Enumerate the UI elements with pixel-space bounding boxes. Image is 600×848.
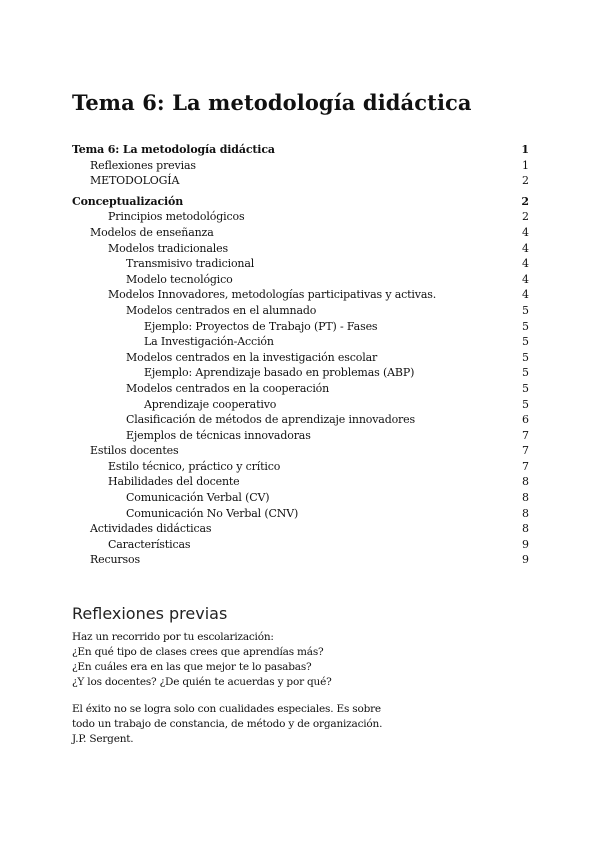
toc-entry[interactable] <box>72 241 529 257</box>
toc-page-number: 9 <box>522 537 529 551</box>
toc-entry-label: Ejemplo: Aprendizaje basado en problemas (ABP) <box>144 366 415 380</box>
toc-page-number: 8 <box>522 475 529 489</box>
toc-page-number: 7 <box>522 428 529 442</box>
toc-page-number: 5 <box>522 381 529 395</box>
toc-entry[interactable] <box>72 225 529 241</box>
toc-page-number: 8 <box>522 506 529 520</box>
toc-entry-label: Modelos de enseñanza <box>90 225 214 239</box>
toc-entry[interactable] <box>72 256 529 272</box>
toc-entry-label: Aprendizaje cooperativo <box>144 397 277 411</box>
toc-entry-label: Principios metodológicos <box>108 210 245 224</box>
toc-entry[interactable] <box>72 443 529 459</box>
toc-page-number: 1 <box>522 158 529 172</box>
toc-page-number: 2 <box>522 174 529 188</box>
toc-entry-label: Conceptualización <box>72 194 184 208</box>
toc-page-number: 5 <box>522 319 529 333</box>
toc-entry[interactable] <box>72 474 529 490</box>
toc-page-number: 5 <box>522 397 529 411</box>
toc-entry-label: Reflexiones previas <box>90 158 196 172</box>
toc-page-number: 4 <box>522 288 529 302</box>
toc-entry-label: Ejemplo: Proyectos de Trabajo (PT) - Fases <box>144 319 378 333</box>
toc-entry-label: Habilidades del docente <box>108 475 240 489</box>
toc-entry-label: La Investigación-Acción <box>144 335 274 349</box>
toc-entry[interactable] <box>72 319 529 335</box>
toc-page-number: 1 <box>521 143 529 156</box>
toc-entry-label: Modelos centrados en el alumnado <box>126 303 317 317</box>
toc-page-number: 2 <box>522 210 529 224</box>
toc-entry[interactable] <box>72 303 529 319</box>
toc-page-number: 6 <box>522 413 529 427</box>
quote-line: todo un trabajo de constancia, de método y de organización. <box>72 718 383 730</box>
toc-entry[interactable] <box>72 412 529 428</box>
toc-page-number: 8 <box>522 522 529 536</box>
toc-page-number: 4 <box>522 272 529 286</box>
question-line: ¿En qué tipo de clases crees que aprendías más? <box>72 646 324 658</box>
toc-entry[interactable] <box>72 397 529 413</box>
toc-page-number: 5 <box>522 350 529 364</box>
toc-entry-label: Comunicación Verbal (CV) <box>126 491 270 505</box>
toc-entry[interactable] <box>72 490 529 506</box>
toc-entry-label: Tema 6: La metodología didáctica <box>72 143 275 156</box>
toc-entry-label: Características <box>108 537 191 551</box>
toc-entry-label: Modelos centrados en la investigación escolar <box>126 350 378 364</box>
quote-line: El éxito no se logra solo con cualidades especiales. Es sobre <box>72 703 381 715</box>
toc-entry[interactable] <box>72 158 529 174</box>
toc-entry-label: Recursos <box>90 553 141 567</box>
toc-page-number: 7 <box>522 459 529 473</box>
toc-entry[interactable] <box>72 287 529 303</box>
toc-page-number: 9 <box>522 553 529 567</box>
toc-entry[interactable] <box>72 272 529 288</box>
toc-page-number: 5 <box>522 303 529 317</box>
toc-entry-label: Modelo tecnológico <box>126 272 233 286</box>
toc-entry[interactable] <box>72 334 529 350</box>
toc-entry[interactable] <box>72 173 529 189</box>
question-line: ¿Y los docentes? ¿De quién te acuerdas y por qué? <box>72 676 332 688</box>
toc-entry-label: Modelos centrados en la cooperación <box>126 381 330 395</box>
reflection-questions <box>72 630 332 690</box>
toc-entry[interactable] <box>72 365 529 381</box>
toc-entry[interactable] <box>72 506 529 522</box>
toc-entry[interactable] <box>72 194 529 210</box>
toc-entry-label: Clasificación de métodos de aprendizaje innovadores <box>126 413 416 427</box>
toc-entry[interactable] <box>72 142 529 158</box>
toc-entry[interactable] <box>72 459 529 475</box>
toc-entry[interactable] <box>72 428 529 444</box>
quote <box>72 702 382 747</box>
toc-page-number: 4 <box>522 225 529 239</box>
toc-page-number: 5 <box>522 335 529 349</box>
toc-entry-label: Transmisivo tradicional <box>126 257 255 271</box>
toc-entry-label: Modelos tradicionales <box>108 241 228 255</box>
toc-entry-label: Estilo técnico, práctico y crítico <box>108 459 281 473</box>
section-heading: Reflexiones previas <box>72 604 228 623</box>
toc-page-number: 7 <box>522 444 529 458</box>
question-line: ¿En cuáles era en las que mejor te lo pasabas? <box>72 661 312 673</box>
toc-page-number: 4 <box>522 241 529 255</box>
toc-entry[interactable] <box>72 209 529 225</box>
toc-entry[interactable] <box>72 552 529 568</box>
toc-page-number: 8 <box>522 491 529 505</box>
table-of-contents <box>72 142 529 568</box>
toc-page-number: 4 <box>522 257 529 271</box>
toc-entry[interactable] <box>72 537 529 553</box>
toc-entry-label: METODOLOGÍA <box>90 174 180 188</box>
toc-entry[interactable] <box>72 350 529 366</box>
page-title: Tema 6: La metodología didáctica <box>72 90 472 115</box>
quote-author: J.P. Sergent. <box>72 733 134 745</box>
toc-entry-label: Ejemplos de técnicas innovadoras <box>126 428 311 442</box>
toc-page-number: 5 <box>522 366 529 380</box>
toc-entry[interactable] <box>72 521 529 537</box>
toc-page-number: 2 <box>521 194 529 208</box>
question-line: Haz un recorrido por tu escolarización: <box>72 631 274 643</box>
toc-entry-label: Actividades didácticas <box>90 522 212 536</box>
toc-entry-label: Comunicación No Verbal (CNV) <box>126 506 299 520</box>
toc-entry[interactable] <box>72 381 529 397</box>
toc-entry-label: Modelos Innovadores, metodologías participativas y activas. <box>108 288 437 302</box>
toc-entry-label: Estilos docentes <box>90 444 179 458</box>
